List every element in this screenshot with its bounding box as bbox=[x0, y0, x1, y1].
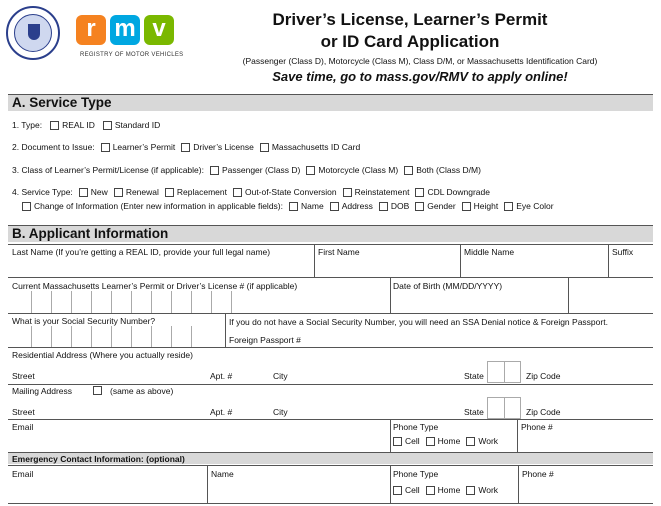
cdl-downgrade-checkbox[interactable] bbox=[415, 188, 424, 197]
change-address-label: Address bbox=[341, 201, 373, 211]
divider bbox=[390, 419, 391, 452]
new-label: New bbox=[90, 187, 108, 197]
rmv-logo-subtitle: REGISTRY OF MOTOR VEHICLES bbox=[80, 52, 184, 58]
massachusetts-seal-icon bbox=[6, 6, 60, 60]
state-input[interactable] bbox=[487, 361, 521, 383]
zip-label: Zip Code bbox=[526, 371, 561, 381]
class-m-checkbox[interactable] bbox=[306, 166, 315, 175]
mailing-city-label: City bbox=[273, 407, 288, 417]
change-dob-label: DOB bbox=[390, 201, 410, 211]
street-input[interactable] bbox=[12, 361, 202, 371]
change-address-checkbox[interactable] bbox=[330, 202, 339, 211]
renewal-checkbox[interactable] bbox=[114, 188, 123, 197]
rmv-logo-letter-v: v bbox=[144, 15, 174, 45]
divider bbox=[8, 465, 653, 466]
last-name-label: Last Name (If you’re getting a REAL ID, provide your full legal name) bbox=[12, 247, 271, 257]
divider bbox=[8, 277, 653, 278]
phone-number-input[interactable] bbox=[521, 432, 651, 450]
cdl-downgrade-label: CDL Downgrade bbox=[427, 187, 490, 197]
renewal-label: Renewal bbox=[125, 187, 159, 197]
emergency-phone-number-label: Phone # bbox=[522, 469, 554, 479]
change-gender-label: Gender bbox=[427, 201, 456, 211]
divider bbox=[390, 277, 391, 313]
email-input[interactable] bbox=[12, 432, 386, 450]
same-as-above-label: (same as above) bbox=[110, 386, 174, 396]
seal-shield-icon bbox=[28, 24, 40, 40]
street-label: Street bbox=[12, 371, 35, 381]
divider bbox=[314, 244, 315, 277]
last-name-input[interactable] bbox=[12, 258, 310, 276]
new-checkbox[interactable] bbox=[79, 188, 88, 197]
emergency-phone-number-input[interactable] bbox=[522, 480, 651, 498]
state-label: State bbox=[464, 371, 484, 381]
home-checkbox[interactable] bbox=[426, 437, 435, 446]
section-b-header: B. Applicant Information bbox=[8, 225, 653, 242]
divider bbox=[517, 419, 518, 452]
divider bbox=[8, 244, 653, 245]
cell-label: Cell bbox=[405, 436, 420, 446]
real-id-label: REAL ID bbox=[62, 120, 95, 130]
ssn-note: If you do not have a Social Security Number, you will need an SSA Denial notice & Foreign Passport. bbox=[229, 317, 608, 327]
class-dm-label: Both (Class D/M) bbox=[416, 165, 481, 175]
change-dob-checkbox[interactable] bbox=[379, 202, 388, 211]
middle-name-label: Middle Name bbox=[464, 247, 515, 257]
class-dm-checkbox[interactable] bbox=[404, 166, 413, 175]
work-checkbox[interactable] bbox=[466, 437, 475, 446]
mailing-address-label: Mailing Address bbox=[12, 386, 73, 396]
mass-id-card-checkbox[interactable] bbox=[260, 143, 269, 152]
middle-name-input[interactable] bbox=[464, 258, 604, 276]
license-number-label: Current Massachusetts Learner’s Permit or Driver’s License # (if applicable) bbox=[12, 281, 298, 291]
divider bbox=[390, 465, 391, 503]
emergency-home-checkbox[interactable] bbox=[426, 486, 435, 495]
change-info-checkbox[interactable] bbox=[22, 202, 31, 211]
change-height-checkbox[interactable] bbox=[462, 202, 471, 211]
tagline: Save time, go to mass.gov/RMV to apply online! bbox=[272, 69, 568, 84]
rmv-logo-letter-m: m bbox=[110, 15, 140, 45]
divider bbox=[460, 244, 461, 277]
drivers-license-label: Driver’s License bbox=[193, 142, 254, 152]
work-label: Work bbox=[478, 436, 499, 446]
mailing-state-label: State bbox=[464, 407, 484, 417]
dob-input[interactable] bbox=[393, 291, 565, 311]
phone-number-label: Phone # bbox=[521, 422, 553, 432]
document-label: 2. Document to Issue: bbox=[12, 142, 95, 152]
replacement-label: Replacement bbox=[176, 187, 227, 197]
divider bbox=[8, 419, 653, 420]
phone-type-label: Phone Type bbox=[393, 422, 439, 432]
foreign-passport-input[interactable] bbox=[312, 333, 647, 346]
service-row bbox=[12, 187, 490, 197]
change-gender-checkbox[interactable] bbox=[415, 202, 424, 211]
emergency-name-label: Name bbox=[211, 469, 234, 479]
first-name-input[interactable] bbox=[318, 258, 456, 276]
license-number-input[interactable] bbox=[12, 291, 390, 313]
change-name-checkbox[interactable] bbox=[289, 202, 298, 211]
reinstatement-checkbox[interactable] bbox=[343, 188, 352, 197]
ssn-input[interactable] bbox=[12, 326, 224, 346]
mailing-street-label: Street bbox=[12, 407, 35, 417]
class-d-checkbox[interactable] bbox=[210, 166, 219, 175]
first-name-label: First Name bbox=[318, 247, 360, 257]
mass-id-card-label: Massachusetts ID Card bbox=[271, 142, 361, 152]
page-subtitle: (Passenger (Class D), Motorcycle (Class M), Class D/M, or Massachusetts Identification Card) bbox=[242, 56, 598, 66]
section-a-header: A. Service Type bbox=[8, 94, 653, 111]
dob-label: Date of Birth (MM/DD/YYYY) bbox=[393, 281, 503, 291]
class-m-label: Motorcycle (Class M) bbox=[318, 165, 399, 175]
change-height-label: Height bbox=[473, 201, 499, 211]
divider bbox=[8, 347, 653, 348]
page-title-line2: or ID Card Application bbox=[320, 32, 500, 51]
learners-permit-checkbox[interactable] bbox=[101, 143, 110, 152]
change-name-label: Name bbox=[301, 201, 324, 211]
divider bbox=[207, 465, 208, 503]
drivers-license-checkbox[interactable] bbox=[181, 143, 190, 152]
phone-type-options bbox=[393, 436, 498, 446]
emergency-cell-checkbox[interactable] bbox=[393, 486, 402, 495]
change-eye-color-label: Eye Color bbox=[516, 201, 554, 211]
emergency-home-label: Home bbox=[437, 485, 461, 495]
apt-label: Apt. # bbox=[210, 371, 233, 381]
standard-id-label: Standard ID bbox=[114, 120, 161, 130]
type-row bbox=[12, 120, 160, 130]
type-label: 1. Type: bbox=[12, 120, 43, 130]
class-d-label: Passenger (Class D) bbox=[221, 165, 301, 175]
foreign-passport-label: Foreign Passport # bbox=[229, 335, 301, 345]
mailing-zip-label: Zip Code bbox=[526, 407, 561, 417]
mailing-apt-label: Apt. # bbox=[210, 407, 233, 417]
out-of-state-label: Out-of-State Conversion bbox=[244, 187, 337, 197]
emergency-work-checkbox[interactable] bbox=[466, 486, 475, 495]
cell-checkbox[interactable] bbox=[393, 437, 402, 446]
replacement-checkbox[interactable] bbox=[165, 188, 174, 197]
learners-permit-label: Learner’s Permit bbox=[112, 142, 176, 152]
emergency-phone-type-label: Phone Type bbox=[393, 469, 439, 479]
emergency-email-input[interactable] bbox=[12, 480, 204, 498]
service-label: 4. Service Type: bbox=[12, 187, 73, 197]
document-row bbox=[12, 142, 360, 152]
page-title-line1: Driver’s License, Learner’s Permit bbox=[272, 10, 548, 29]
out-of-state-checkbox[interactable] bbox=[233, 188, 242, 197]
divider bbox=[568, 277, 569, 313]
change-eye-color-checkbox[interactable] bbox=[504, 202, 513, 211]
rmv-logo-letter-r: r bbox=[76, 15, 106, 45]
change-row bbox=[22, 201, 554, 211]
divider bbox=[8, 313, 653, 314]
emergency-phone-type-options bbox=[393, 485, 498, 495]
class-row bbox=[12, 165, 481, 175]
divider bbox=[518, 465, 519, 503]
emergency-cell-label: Cell bbox=[405, 485, 420, 495]
suffix-input[interactable] bbox=[612, 258, 652, 276]
divider bbox=[8, 503, 653, 504]
residential-address-label: Residential Address (Where you actually reside) bbox=[12, 350, 193, 360]
mailing-state-input[interactable] bbox=[487, 397, 521, 419]
class-label: 3. Class of Learner’s Permit/License (if applicable): bbox=[12, 165, 204, 175]
home-label: Home bbox=[437, 436, 461, 446]
emergency-contact-header: Emergency Contact Information: (optional) bbox=[8, 452, 653, 464]
divider bbox=[225, 313, 226, 347]
emergency-name-input[interactable] bbox=[211, 480, 386, 498]
email-label: Email bbox=[12, 422, 34, 432]
standard-id-checkbox[interactable] bbox=[103, 121, 112, 130]
emergency-work-label: Work bbox=[478, 485, 499, 495]
change-info-label: Change of Information (Enter new information in applicable fields): bbox=[34, 201, 283, 211]
suffix-label: Suffix bbox=[612, 247, 634, 257]
same-as-above-checkbox[interactable] bbox=[93, 386, 102, 395]
real-id-checkbox[interactable] bbox=[50, 121, 59, 130]
reinstatement-label: Reinstatement bbox=[354, 187, 410, 197]
ssn-label: What is your Social Security Number? bbox=[12, 316, 156, 326]
city-label: City bbox=[273, 371, 288, 381]
emergency-email-label: Email bbox=[12, 469, 34, 479]
divider bbox=[8, 384, 653, 385]
divider bbox=[608, 244, 609, 277]
